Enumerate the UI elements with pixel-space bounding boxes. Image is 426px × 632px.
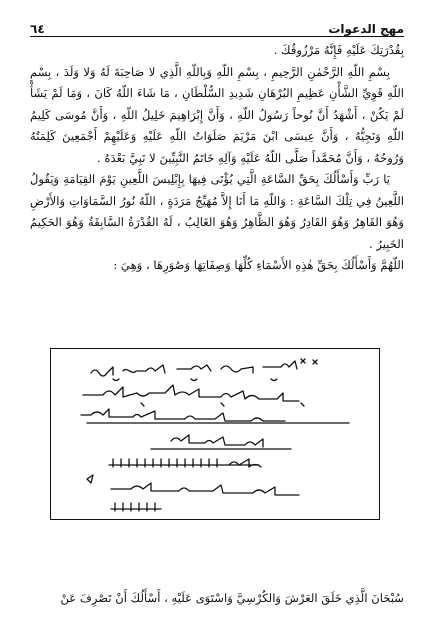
paragraph-2: بِسْمِ اللّهِ الرَّحْمٰنِ الرَّحِيمِ ، بِسْمِ اللّهِ وَبِاللّهِ الَّذِي لا صَاحِبَةَ لَهُ وَلا وَلَدَ ، بِسْمِ اللّهِ قَوِيِّ الشَّأْنِ عَظِيمِ البُرْهَانِ شَدِيدِ السُّلْطَانِ ، مَا شَاءَ اللّهُ كَانَ ، وَمَا لَمْ يَشَأْ لَمْ يَكُنْ ، أَشْهَدُ أَنَّ نُوحاً رَسُولُ اللّهِ ، وَأَنَّ إِبْرَاهِيمَ خَلِيلُ اللّهِ ، وَأَنَّ مُوسَى كَلِيمُ اللّهِ وَنَجِيُّهُ ، وَأَنَّ عِيسَى ابْنَ مَرْيَمَ صَلَوَاتُ اللّهِ عَلَيْهِ وَعَلَيْهِمْ أَجْمَعِينَ كَلِمَتُهُ وَرُوحُهُ ، وَأَنَّ مُحَمَّداً صَلَّى اللّهُ عَلَيْهِ وَآلِهِ خَاتَمُ النَّبِيِّينَ لا نَبِيَّ بَعْدَهُ . [30, 64, 404, 165]
paragraph-1: بِقُدْرَتِكَ عَلَيْهِ فَإِنَّهُ مَرْزُوقُكَ . [273, 43, 404, 57]
paragraph-4: اللّهُمَّ وَأَسْأَلُكَ بِحَقِّ هٰذِهِ الأَسْمَاءِ كُلِّهَا وَصِفَاتِهَا وَصُوَرِهَا ، وَهِيَ : [113, 258, 404, 272]
paragraph-3: يَا رَبِّ وَأَسْأَلُكَ بِحَقِّ السَّاعَةِ الَّتِي يُؤْتَى فِيهَا بِإِبْلِيسَ اللَّعِينِ يَوْمَ القِيَامَةِ وَيَقُولُ اللَّعِينُ فِي تِلْكَ السَّاعَةِ : وَاللّهِ مَا أَنَا إِلاَّ مُهَيِّجُ مَرَدَةٍ ، اللّهُ نُورُ السَّمَاوَاتِ وَالأَرْضِ وَهُوَ القَاهِرُ وَهُوَ القَادِرُ وَهُوَ الظَّاهِرُ وَهُوَ الغَالِبُ ، لَهُ القُدْرَةُ السَّابِقَةُ وَهُوَ الحَكِيمُ الخَبِيرُ . [30, 172, 404, 251]
page-number: ٦٤ [30, 22, 45, 36]
talisman-figure [50, 348, 380, 520]
talisman-glyphs [51, 349, 379, 519]
closing-line: سُبْحَانَ الَّذِي خَلَقَ العَرْشَ وَالكُرْسِيَّ وَاسْتَوَى عَلَيْهِ ، أَسْأَلُكَ أَنْ تَصْرِفَ عَنْ [60, 591, 404, 605]
page-header [30, 12, 404, 36]
prayer-text [30, 40, 404, 277]
header-rule [30, 36, 404, 37]
running-title: مهج الدعوات [328, 22, 404, 36]
